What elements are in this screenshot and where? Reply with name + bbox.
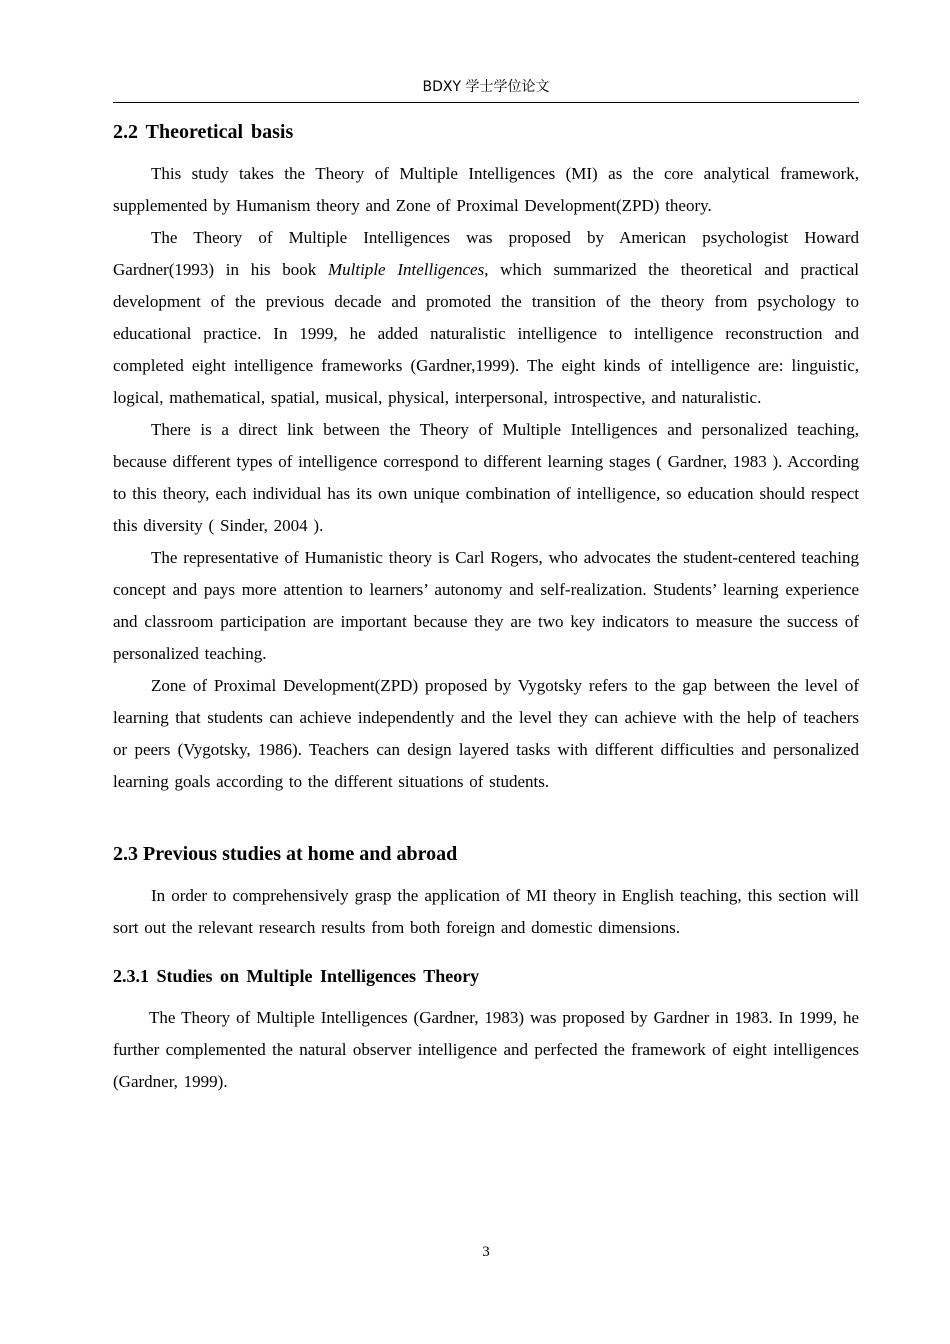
paragraph-2-2-2-part-2: , which summarized the theoretical and practical development of the previous decade and promoted the transition of the theory from psychology to educational practice. In 1999, he added naturalistic intelligence to intelligence reconstruction and completed eight intelligence frameworks (Gardner,1999). The eight kinds of intelligence are: linguistic, logical, mathematical, spatial, musical, physical, interpersonal, introspective, and naturalistic.: [113, 260, 859, 407]
paragraph-2-3-1-1: The Theory of Multiple Intelligences (Gardner, 1983) was proposed by Gardner in 1983. In 1999, he further complemented the natural observer intelligence and perfected the framework of eight intelligences (Gardner, 1999).: [113, 1008, 859, 1091]
book-title: Multiple Intelligences: [328, 260, 485, 279]
paragraph-2-2-2-part-1: The Theory of Multiple Intelligences was proposed by American psychologist Howard Gardner(1993) in his book: [113, 228, 859, 279]
page-content: [113, 114, 859, 1098]
page-number: 3: [482, 1244, 490, 1260]
paragraph-2-2-5: Zone of Proximal Development(ZPD) proposed by Vygotsky refers to the gap between the level of learning that students can achieve independently and the level they can achieve with the help of teachers or peers (Vygotsky, 1986). Teachers can design layered tasks with different difficulties and personalized learning goals according to the different situations of students.: [113, 676, 859, 791]
section-heading-2-3: 2.3 Previous studies at home and abroad: [113, 843, 458, 865]
paragraph-2-2-4: The representative of Humanistic theory is Carl Rogers, who advocates the student-centered teaching concept and pays more attention to learners’ autonomy and self-realization. Students’ learning experience and classroom participation are important because they are two key indicators to measure the success of personalized teaching.: [113, 548, 859, 663]
header-title: BDXY 学士学位论文: [422, 79, 550, 95]
section-heading-2-2: 2.2 Theoretical basis: [113, 121, 294, 143]
paragraph-2-2-2: [113, 222, 859, 414]
paragraph-2-2-3: There is a direct link between the Theory of Multiple Intelligences and personalized teaching, because different types of intelligence correspond to different learning stages ( Gardner, 1983 ). According to this theory, each individual has its own unique combination of intelligence, so education should respect this diversity ( Sinder, 2004 ).: [113, 420, 859, 535]
running-header: [113, 76, 859, 103]
paragraph-2-3-1: In order to comprehensively grasp the application of MI theory in English teaching, this section will sort out the relevant research results from both foreign and domestic dimensions.: [113, 886, 859, 937]
paragraph-2-2-1: This study takes the Theory of Multiple Intelligences (MI) as the core analytical framework, supplemented by Humanism theory and Zone of Proximal Development(ZPD) theory.: [113, 164, 859, 215]
section-heading-2-3-1: 2.3.1 Studies on Multiple Intelligences Theory: [113, 966, 480, 986]
